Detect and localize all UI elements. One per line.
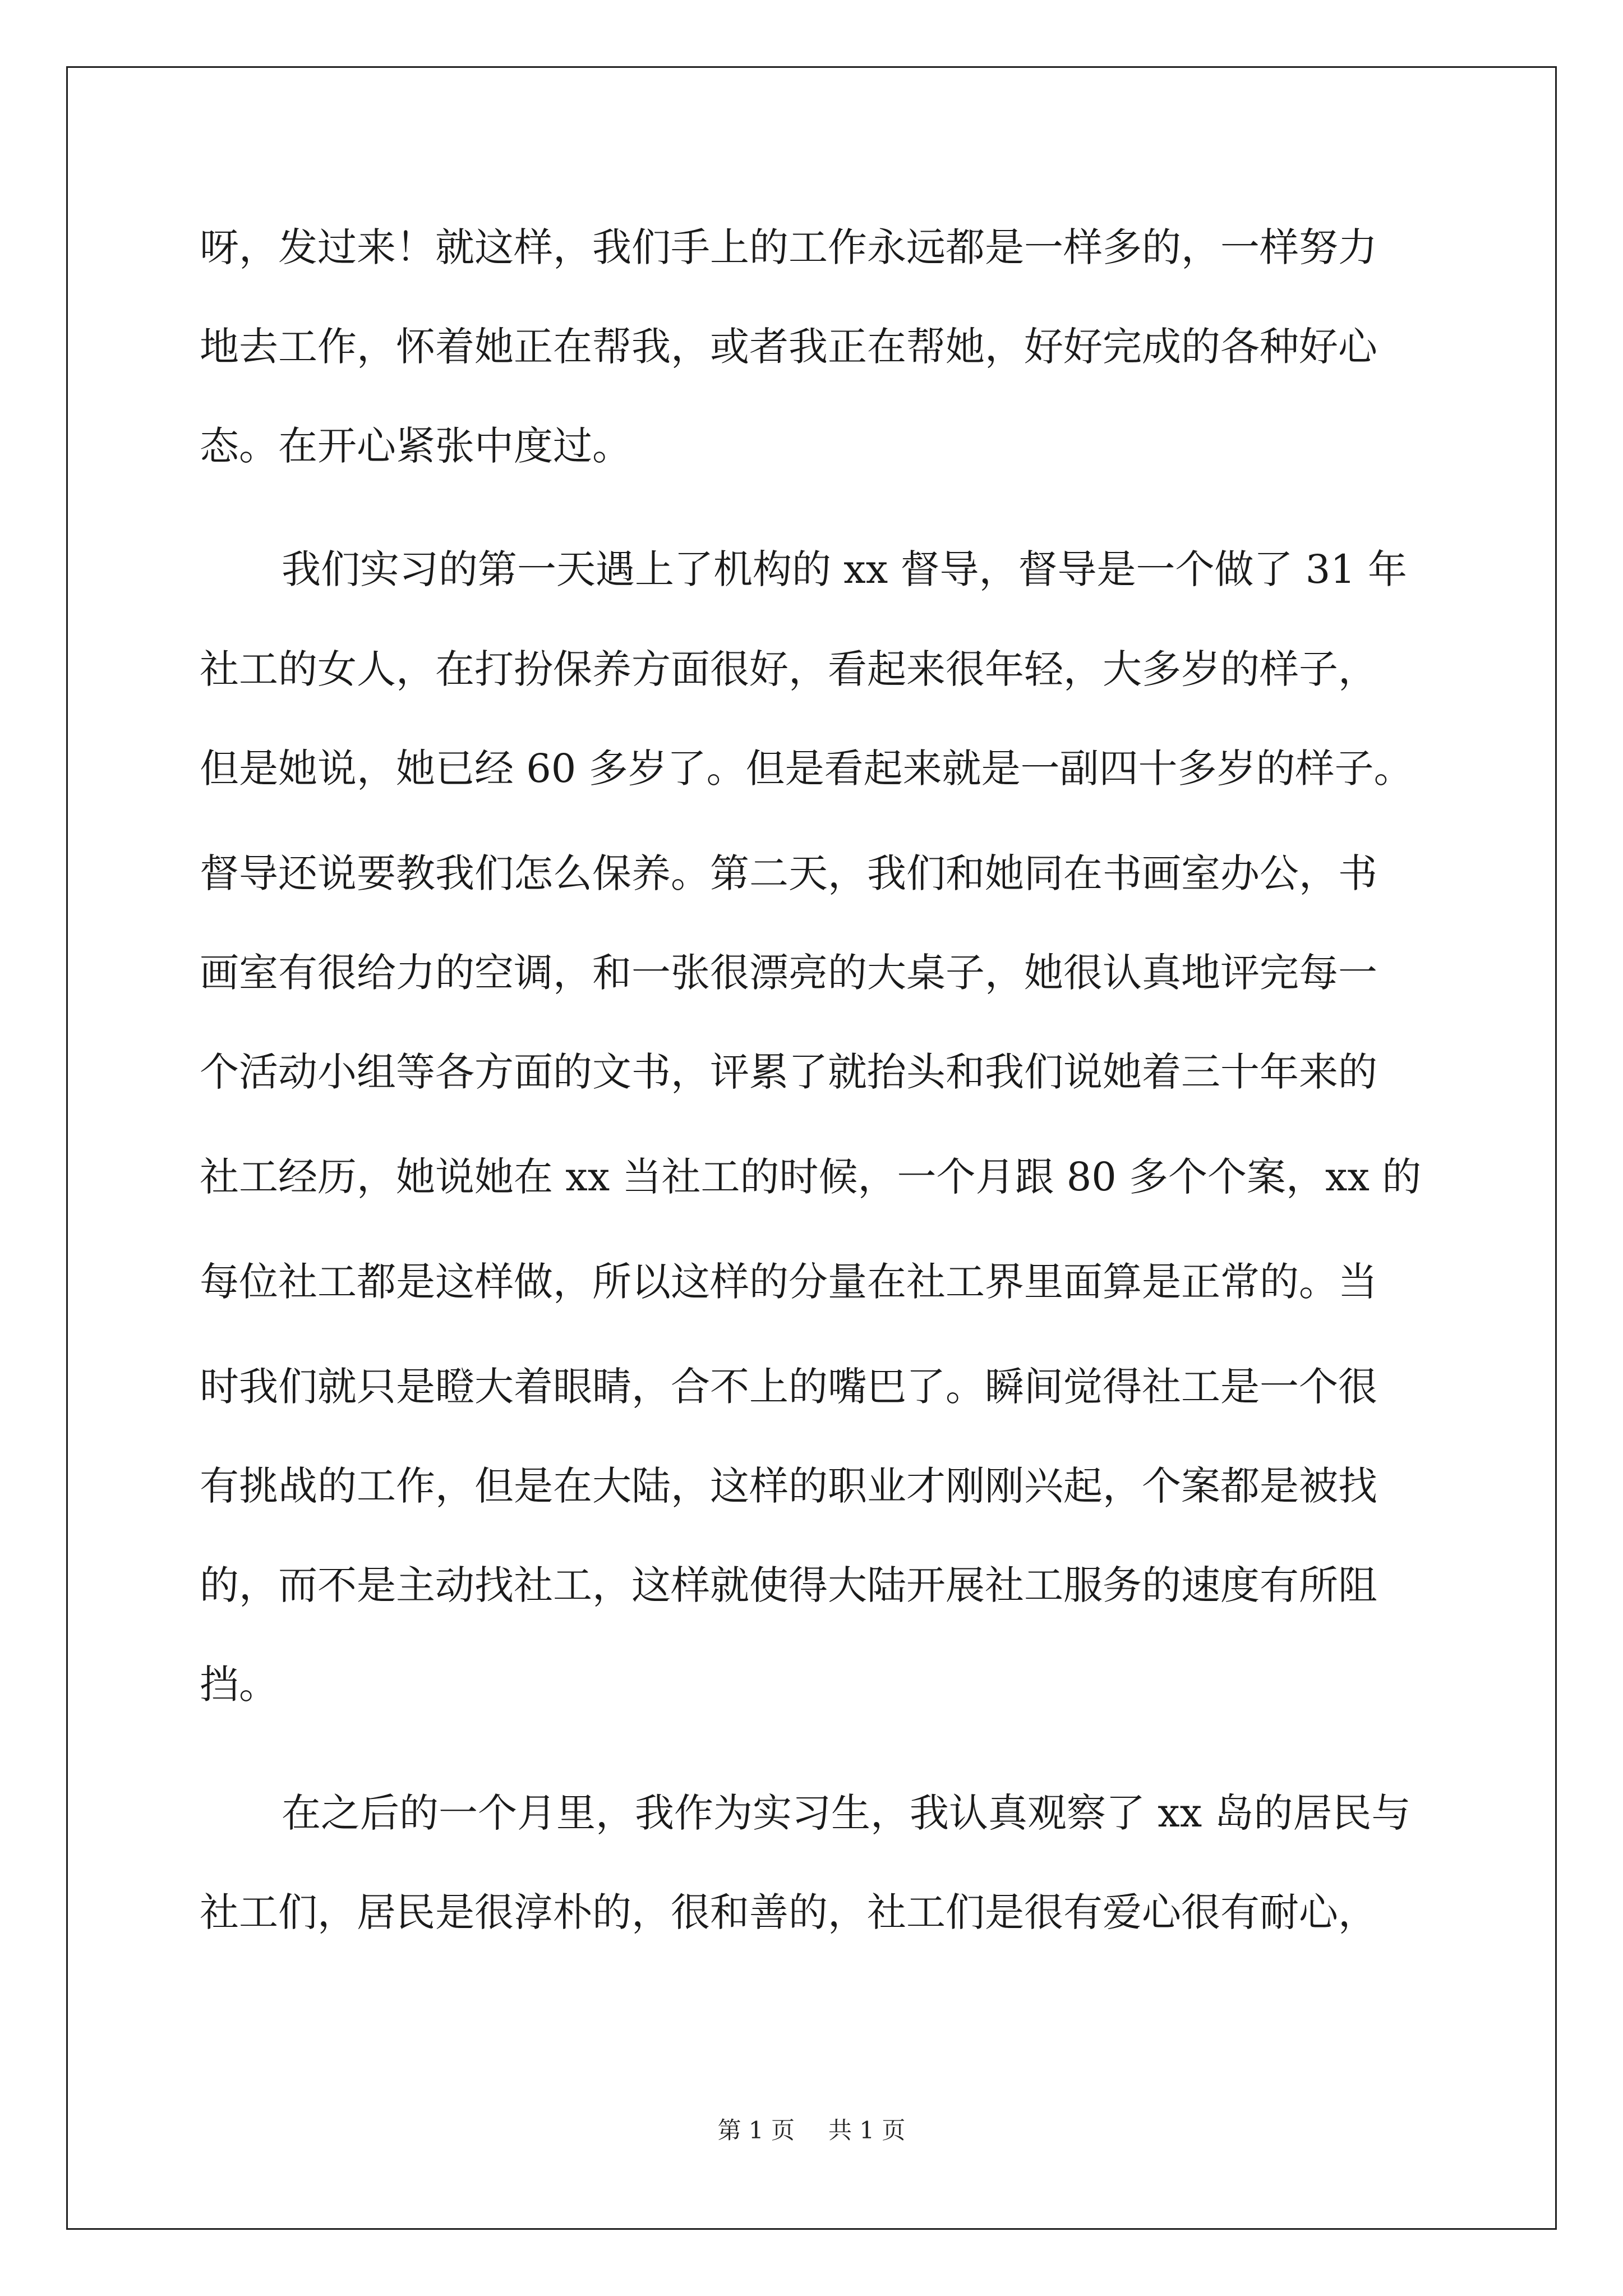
page-footer xyxy=(0,2115,1623,2146)
text-line: 社工们，居民是很淳朴的，很和善的，社工们是很有爱心很有耐心， xyxy=(200,1889,1377,1935)
text-line: 地去工作，怀着她正在帮我，或者我正在帮她，好好完成的各种好心 xyxy=(200,324,1377,370)
text-line: 态。在开心紧张中度过。 xyxy=(200,423,631,469)
paragraph-start-line: 我们实习的第一天遇上了机构的 xx 督导，督导是一个做了 31 年 xyxy=(282,546,1408,592)
text-line: 每位社工都是这样做，所以这样的分量在社工界里面算是正常的。当 xyxy=(200,1259,1377,1305)
text-line: 挡。 xyxy=(200,1662,278,1708)
text-line: 呀，发过来！就这样，我们手上的工作永远都是一样多的，一样努力 xyxy=(200,224,1377,270)
page-number: 第 1 页 xyxy=(717,2116,795,2144)
text-line: 个活动小组等各方面的文书，评累了就抬头和我们说她着三十年来的 xyxy=(200,1049,1377,1095)
paragraph-start-line: 在之后的一个月里，我作为实习生，我认真观察了 xx 岛的居民与 xyxy=(282,1790,1411,1836)
text-line: 督导还说要教我们怎么保养。第二天，我们和她同在书画室办公，书 xyxy=(200,850,1377,896)
text-line: 画室有很给力的空调，和一张很漂亮的大桌子，她很认真地评完每一 xyxy=(200,950,1377,996)
text-line: 但是她说，她已经 60 多岁了。但是看起来就是一副四十多岁的样子。 xyxy=(200,746,1413,792)
text-line: 的，而不是主动找社工，这样就使得大陆开展社工服务的速度有所阻 xyxy=(200,1562,1377,1608)
text-line: 时我们就只是瞪大着眼睛，合不上的嘴巴了。瞬间觉得社工是一个很 xyxy=(200,1364,1377,1410)
text-line: 有挑战的工作，但是在大陆，这样的职业才刚刚兴起，个案都是被找 xyxy=(200,1463,1377,1509)
text-line: 社工经历，她说她在 xx 当社工的时候，一个月跟 80 多个个案，xx 的 xyxy=(200,1154,1422,1200)
page-total: 共 1 页 xyxy=(828,2116,906,2144)
text-line: 社工的女人，在打扮保养方面很好，看起来很年轻，大多岁的样子， xyxy=(200,646,1377,692)
